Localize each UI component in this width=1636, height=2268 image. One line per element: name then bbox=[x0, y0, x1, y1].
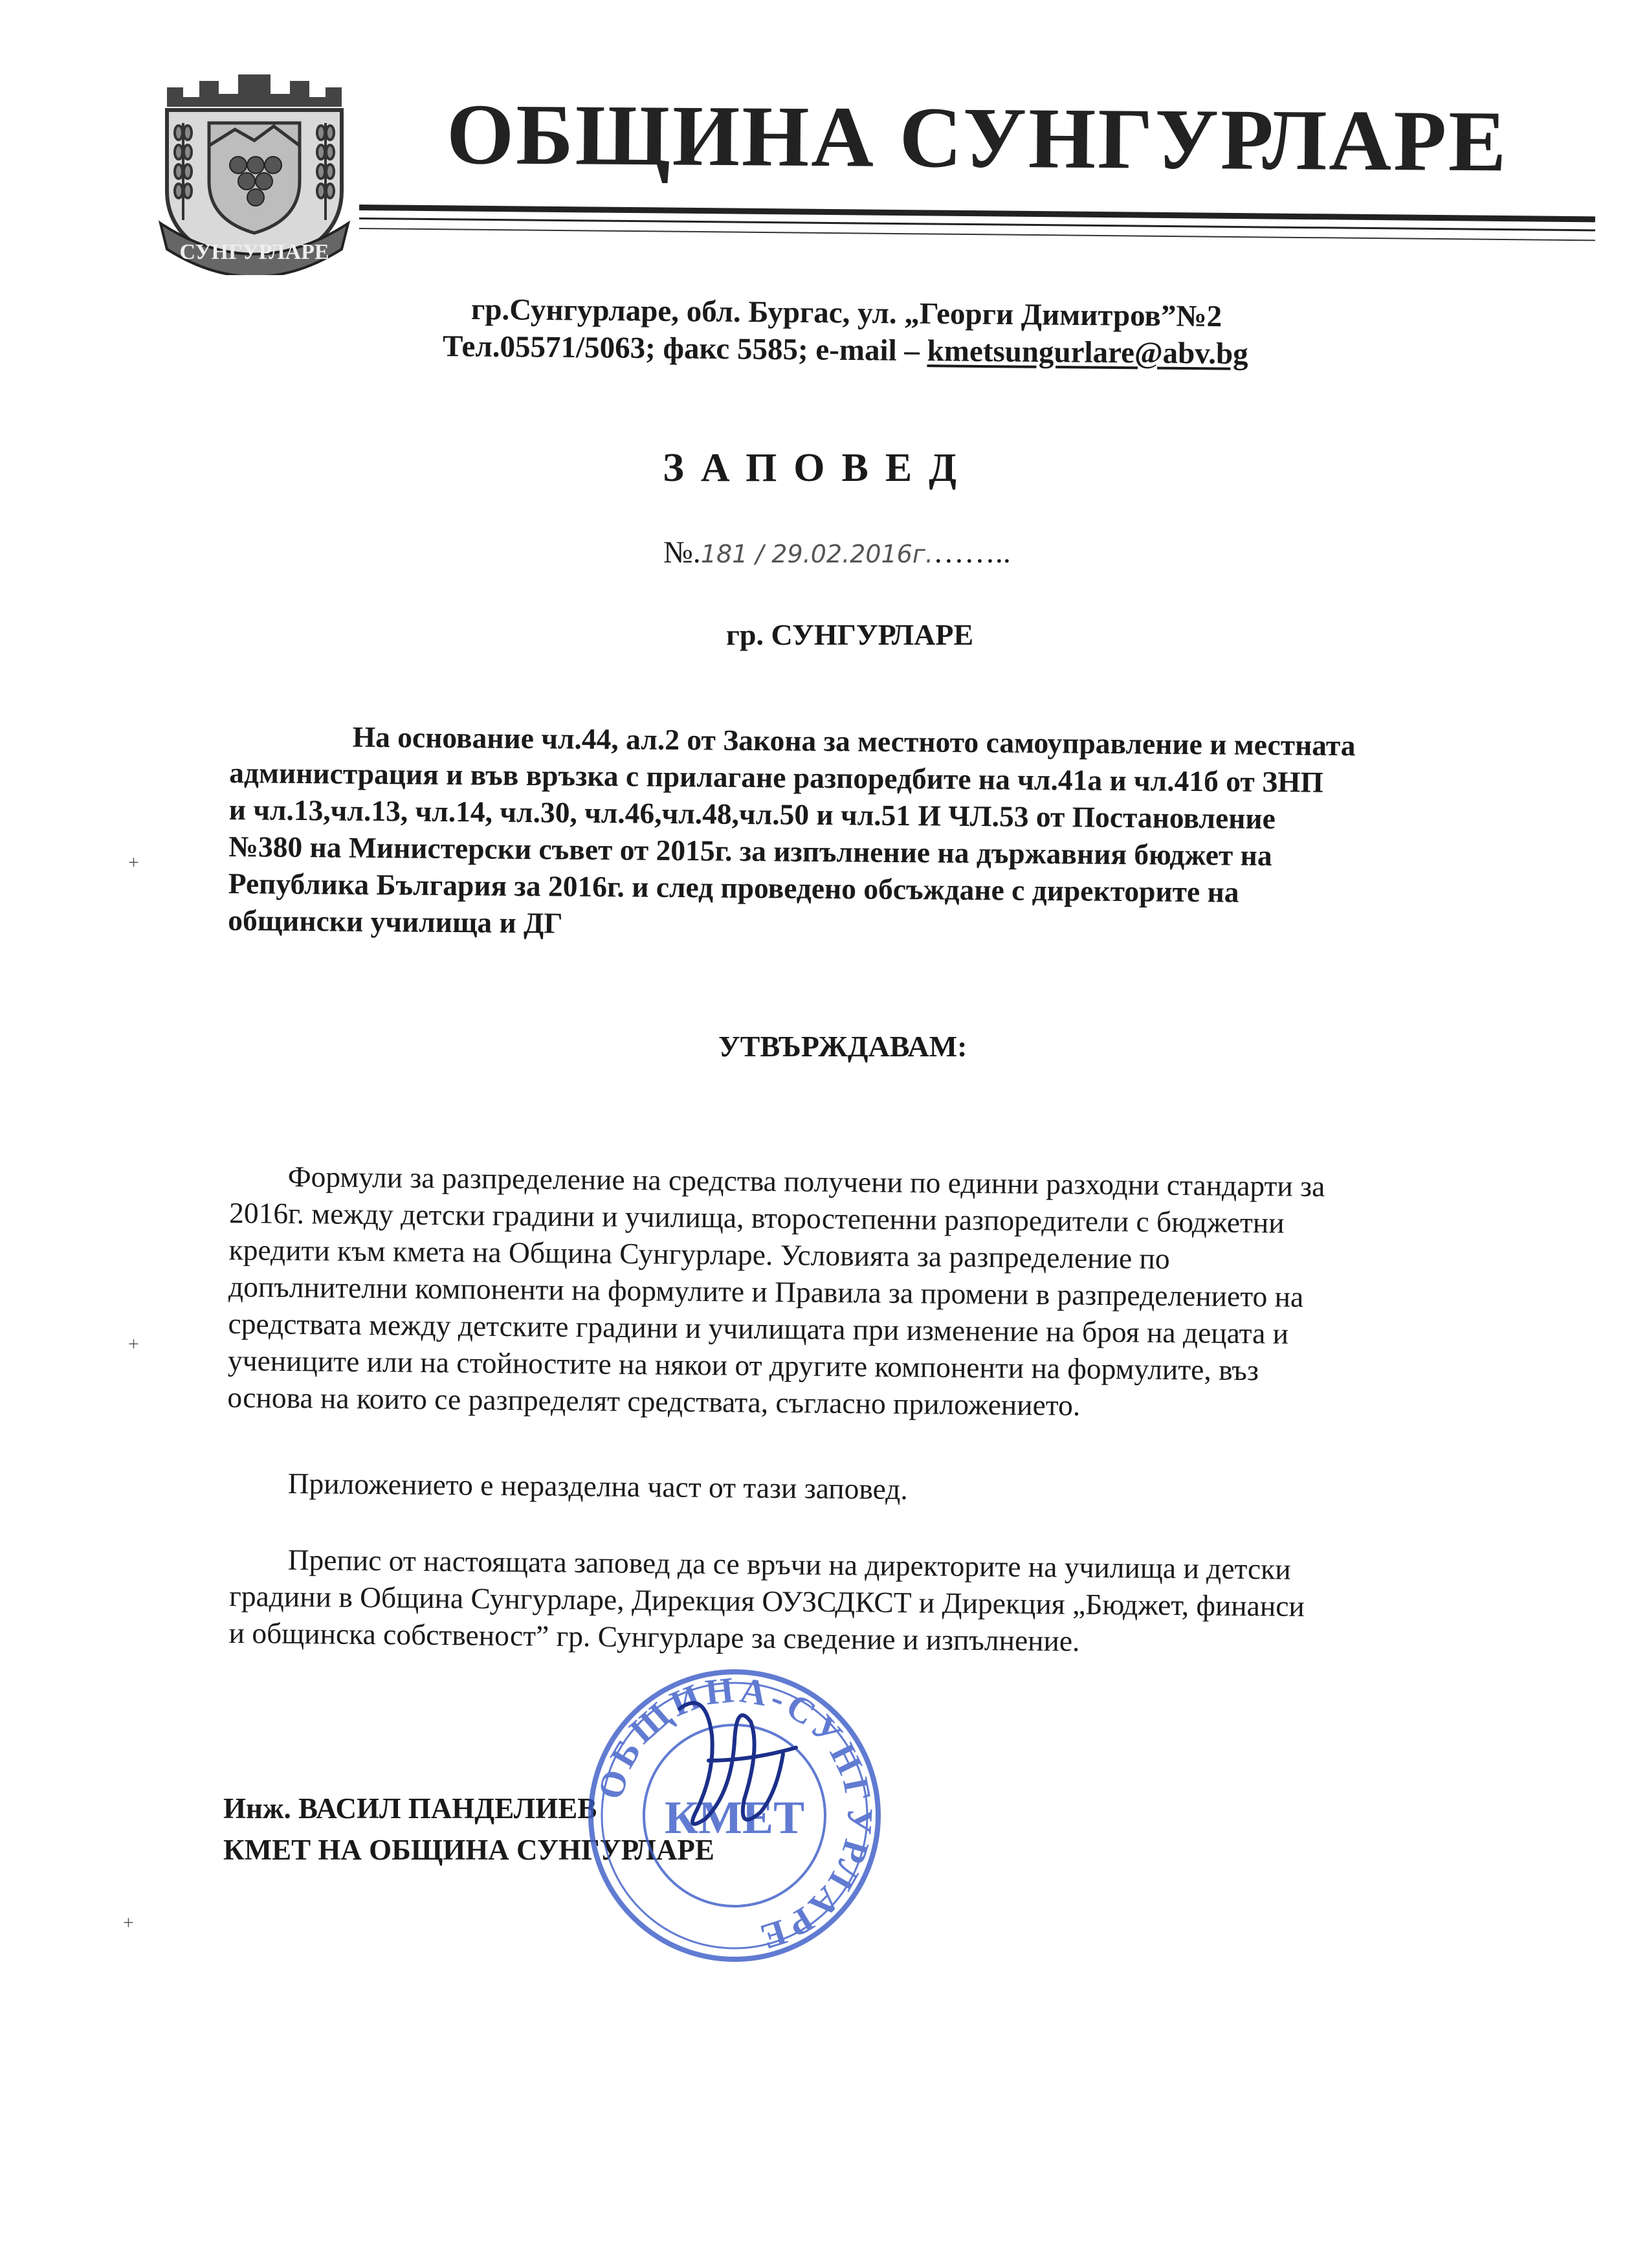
order-city: гр. СУНГУРЛАРЕ bbox=[726, 618, 974, 651]
paragraph-line: средствата между детските градини и училищата при изменение на броя на децата и bbox=[228, 1306, 1289, 1350]
paragraph-line: учениците или на стойностите на някои от другите компоненти на формулите, въз bbox=[227, 1343, 1259, 1387]
paragraph-line: основа на които се разпределят средствата, съгласно приложението. bbox=[227, 1380, 1081, 1422]
paragraph-line: 2016г. между детски градини и училища, второстепенни разпоредители с бюджетни bbox=[228, 1195, 1285, 1240]
official-stamp bbox=[582, 1663, 887, 1968]
paragraph-line: Република България за 2016г. и след проведено обсъждане с директорите на bbox=[228, 866, 1239, 909]
scan-speck: + bbox=[128, 852, 139, 873]
paragraph-line: Формули за разпределение на средства получени по единни разходни стандарти за bbox=[287, 1159, 1325, 1203]
order-number-suffix: …….. bbox=[933, 535, 1011, 570]
stamp-center-text: КМЕТ bbox=[664, 1792, 805, 1843]
paragraph-line: Препис от настоящата заповед да се връчи на директорите на училища и детски bbox=[287, 1542, 1291, 1586]
legal-basis-paragraph bbox=[228, 717, 1420, 949]
contact-line bbox=[443, 331, 1248, 370]
address-line: гр.Сунгурларе, обл. Бургас, ул. „Георги Димитров”№2 bbox=[470, 293, 1222, 334]
paragraph-line: кредити към кмета на Община Сунгурларе. Условията за разпределение по bbox=[228, 1232, 1170, 1275]
paragraph-line: Приложението е неразделна част от тази заповед. bbox=[287, 1466, 909, 1506]
header-rule-hairline bbox=[359, 228, 1595, 241]
order-number bbox=[663, 537, 1011, 568]
signer-title: КМЕТ НА ОБЩИНА СУНГУРЛАРЕ bbox=[223, 1834, 714, 1866]
municipality-crest bbox=[148, 61, 361, 275]
approve-heading: УТВЪРЖДАВАМ: bbox=[718, 1030, 967, 1063]
scan-speck: + bbox=[123, 1912, 134, 1933]
municipality-title: ОБЩИНА СУНГУРЛАРЕ bbox=[446, 86, 1509, 190]
paragraph-line: и общинска собственост” гр. Сунгурларе за сведение и изпълнение. bbox=[228, 1616, 1080, 1658]
copy-paragraph bbox=[228, 1540, 1459, 1663]
contact-prefix: Тел.05571/5063; факс 5585; e-mail – bbox=[442, 329, 927, 368]
paragraph-line: №380 на Министерски съвет от 2015г. за изпълнение на държавния бюджет на bbox=[228, 829, 1272, 873]
order-number-handwritten: 181 / 29.02.2016г. bbox=[700, 540, 933, 568]
signer-name: Инж. ВАСИЛ ПАНДЕЛИЕВ bbox=[223, 1792, 597, 1825]
scan-speck: + bbox=[128, 1333, 139, 1355]
formulas-paragraph bbox=[227, 1157, 1459, 1427]
paragraph-line: общински училища и ДГ bbox=[228, 903, 563, 940]
paragraph-line: администрация и във връзка с прилагане разпоредбите на чл.41а и чл.41б от ЗНП bbox=[229, 755, 1324, 799]
crest-text: СУНГУРЛАРЕ bbox=[179, 240, 329, 264]
paragraph-line: допълнителни компоненти на формулите и Правила за промени в разпределението на bbox=[228, 1269, 1304, 1313]
order-title: ЗАПОВЕД bbox=[663, 446, 973, 490]
order-number-prefix: №. bbox=[663, 535, 701, 570]
paragraph-line: На основание чл.44, ал.2 от Закона за местното самоуправление и местната bbox=[352, 720, 1356, 762]
annex-paragraph bbox=[229, 1464, 1459, 1513]
paragraph-line: и чл.13,чл.13, чл.14, чл.30, чл.46,чл.48,чл.50 и чл.51 И ЧЛ.53 от Постановление bbox=[228, 792, 1276, 836]
paragraph-line: градини в Община Сунгурларе, Дирекция ОУЗСДКСТ и Дирекция „Бюджет, финанси bbox=[228, 1579, 1305, 1623]
stamp-ring-text: ОБЩИНА-СУНГУРЛАРЕ bbox=[590, 1669, 880, 1959]
email-link[interactable]: kmetsungurlare@abv.bg bbox=[927, 334, 1248, 371]
